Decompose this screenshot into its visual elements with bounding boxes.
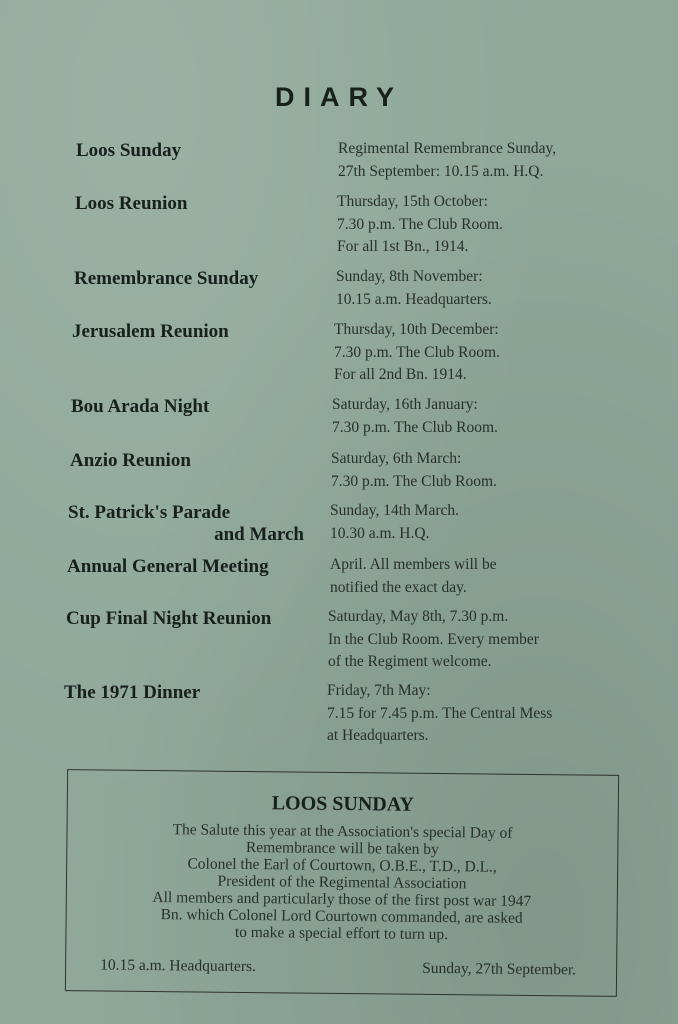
event-name — [66, 608, 271, 630]
event-details — [334, 319, 500, 387]
event-name — [70, 450, 191, 472]
event-detail-line: 7.30 p.m. The Club Room. — [331, 472, 497, 490]
event-name-line: Remembrance Sunday — [74, 268, 259, 289]
event-name-line: Cup Final Night Reunion — [66, 608, 272, 629]
event-detail-line: Thursday, 15th October: — [337, 193, 488, 210]
event-details — [327, 680, 552, 748]
event-detail-line: Friday, 7th May: — [327, 682, 431, 699]
notice-title: LOOS SUNDAY — [271, 792, 414, 816]
event-detail-line: Sunday, 8th November: — [336, 268, 483, 285]
event-detail-line: 10.15 a.m. Headquarters. — [336, 290, 492, 308]
event-detail-line: 7.30 p.m. The Club Room. — [332, 418, 498, 436]
notice-line: The Salute this year at the Association's special Day of — [172, 821, 513, 842]
event-detail-line: 27th September: 10.15 a.m. H.Q. — [338, 162, 544, 180]
event-name-line: The 1971 Dinner — [64, 682, 201, 703]
notice-paragraph-1 — [75, 820, 610, 894]
event-detail-line: 7.30 p.m. The Club Room. — [334, 343, 500, 361]
event-detail-line: In the Club Room. Every member — [328, 630, 539, 648]
event-name — [68, 502, 304, 546]
event-details — [330, 500, 459, 545]
event-name — [75, 193, 187, 215]
event-details — [330, 554, 497, 599]
notice-date: Sunday, 27th September. — [422, 959, 577, 979]
event-detail-line: notified the exact day. — [330, 578, 467, 596]
event-detail-line: at Headquarters. — [327, 727, 429, 744]
event-detail-line: For all 2nd Bn. 1914. — [334, 366, 467, 383]
page-title: DIARY — [274, 82, 403, 112]
event-name-line: and March — [214, 524, 304, 545]
notice-time-place: 10.15 a.m. Headquarters. — [100, 956, 257, 976]
event-detail-line: Regimental Remembrance Sunday, — [338, 140, 557, 157]
event-name — [72, 321, 229, 343]
event-details — [337, 191, 503, 259]
event-detail-line: Saturday, 6th March: — [331, 450, 462, 467]
event-details — [328, 606, 539, 674]
event-detail-line: Thursday, 10th December: — [334, 321, 499, 338]
event-detail-line: Sunday, 14th March. — [330, 502, 460, 519]
notice-line: Bn. which Colonel Lord Courtown commanded, are asked — [160, 906, 523, 927]
event-detail-line: Saturday, May 8th, 7.30 p.m. — [328, 608, 509, 625]
notice-paragraph-2 — [74, 888, 609, 945]
event-name-line: Bou Arada Night — [71, 396, 210, 417]
event-name — [67, 556, 269, 578]
event-details — [338, 138, 556, 183]
event-name-line: Loos Sunday — [76, 140, 182, 161]
event-name — [64, 682, 200, 704]
notice-line: President of the Regimental Association — [217, 872, 467, 893]
event-name-line: Annual General Meeting — [67, 556, 269, 577]
event-name-line: Anzio Reunion — [70, 450, 191, 471]
event-detail-line: of the Regiment welcome. — [328, 653, 492, 670]
event-detail-line: April. All members will be — [330, 556, 497, 573]
notice-line: to make a special effort to turn up. — [234, 923, 449, 944]
loos-sunday-notice — [65, 769, 619, 997]
event-detail-line: 7.30 p.m. The Club Room. — [337, 215, 503, 233]
notice-line: Remembrance will be taken by — [245, 838, 439, 859]
event-details — [332, 394, 498, 439]
notice-line: All members and particularly those of the first post war 1947 — [152, 889, 532, 910]
notice-footer — [100, 956, 577, 979]
notice-line: Colonel the Earl of Courtown, O.B.E., T.D., D.L., — [187, 855, 497, 876]
event-name — [71, 396, 209, 418]
event-detail-line: 7.15 for 7.45 p.m. The Central Mess — [327, 704, 553, 722]
event-details — [331, 448, 497, 493]
event-detail-line: Saturday, 16th January: — [332, 396, 478, 413]
event-name-line: St. Patrick's Parade — [68, 502, 231, 523]
event-name-line: Loos Reunion — [75, 193, 188, 214]
event-detail-line: 10.30 a.m. H.Q. — [330, 524, 430, 542]
event-name — [74, 268, 258, 290]
event-name — [76, 140, 181, 162]
event-detail-line: For all 1st Bn., 1914. — [337, 238, 469, 255]
event-details — [336, 266, 492, 311]
event-name-line: Jerusalem Reunion — [72, 321, 229, 342]
